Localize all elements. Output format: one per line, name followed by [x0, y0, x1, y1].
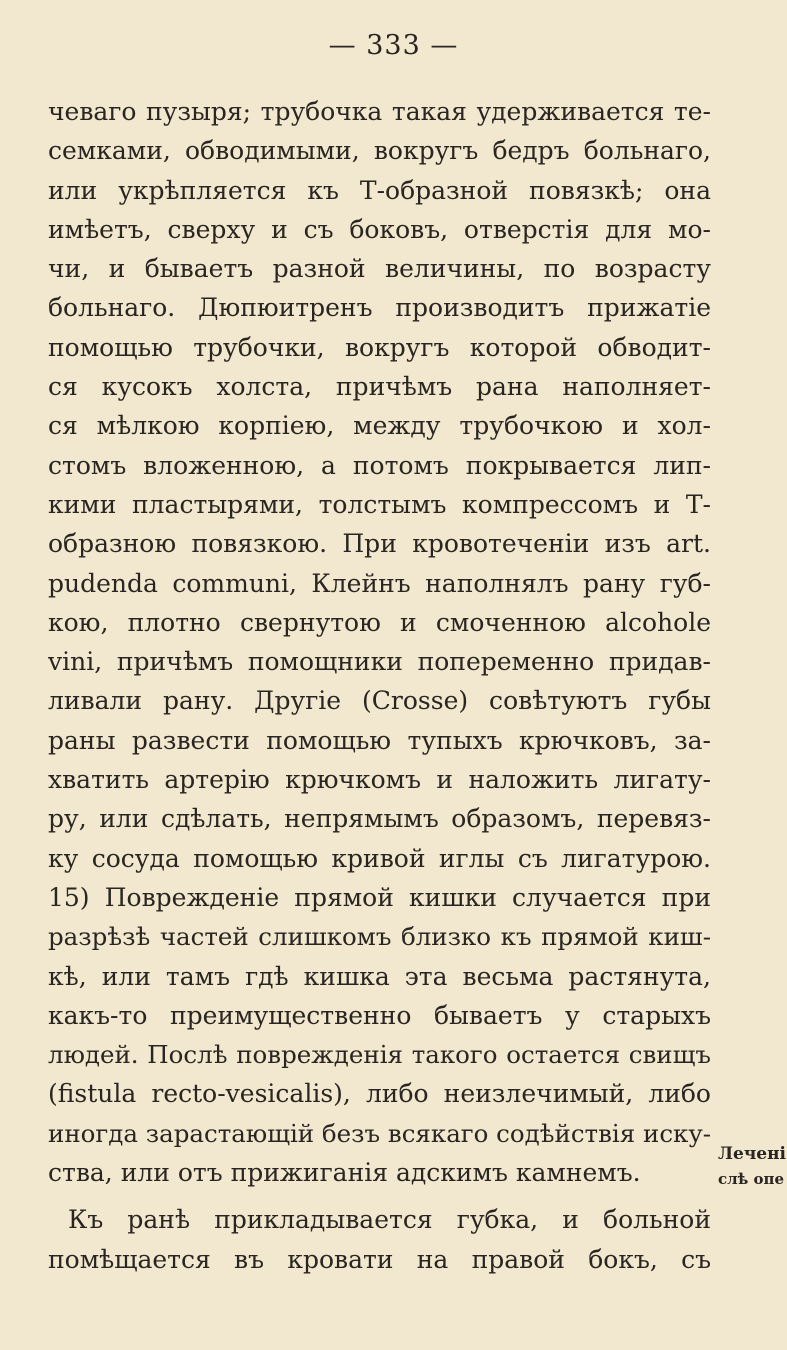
text-line: Къ ранѣ прикладывается губка, и больной	[68, 1205, 711, 1235]
text-line: 15) Поврежденіе прямой кишки случается при	[48, 882, 711, 912]
text-line: разрѣзѣ частей слишкомъ близко къ прямой киш-	[48, 922, 711, 952]
text-line: какъ-то преимущественно бываетъ у старыхъ	[48, 1000, 711, 1030]
text-line: кими пластырями, толстымъ компрессомъ и Т-	[48, 489, 711, 519]
text-line: имѣетъ, сверху и съ боковъ, отверстія для мо-	[48, 214, 711, 244]
text-line: чеваго пузыря; трубочка такая удерживается те-	[48, 97, 711, 126]
text-line: раны развести помощью тупыхъ крючковъ, за-	[48, 725, 711, 755]
paragraph-gap	[48, 1192, 711, 1200]
text-line: vini, причѣмъ помощники попеременно придав-	[48, 647, 711, 677]
text-line: ся кусокъ холста, причѣмъ рана наполняет-	[48, 372, 711, 402]
text-line: ся мѣлкою корпіею, между трубочкою и хол-	[48, 411, 711, 441]
text-line: ливали рану. Другіе (Crosse) совѣтуютъ губы	[48, 686, 711, 716]
text-line: помѣщается въ кровати на правой бокъ, съ	[48, 1244, 711, 1274]
text-line: стомъ вложенною, а потомъ покрывается лип-	[48, 450, 711, 480]
text-line: или укрѣпляется къ Т-образной повязкѣ; она	[48, 175, 711, 205]
text-line: кѣ, или тамъ гдѣ кишка эта весьма растянута,	[48, 961, 711, 991]
text-line: (fistula recto-vesicalis), либо неизлечимый, либо	[48, 1079, 711, 1109]
text-line: образною повязкою. При кровотеченіи изъ art.	[48, 529, 711, 559]
text-line: семками, обводимыми, вокругъ бедръ больнаго,	[48, 136, 711, 166]
text-line: pudenda communi, Клейнъ наполнялъ рану губ-	[48, 568, 711, 598]
text-line: иногда зарастающій безъ всякаго содѣйствія иску-	[48, 1118, 711, 1148]
text-line: больнаго. Дюпюитренъ производитъ прижатіе	[48, 293, 711, 323]
body-text	[48, 92, 711, 1279]
text-line: людей. Послѣ поврежденія такого остается свищъ	[48, 1040, 711, 1070]
margin-note-line: слѣ опе	[718, 1170, 785, 1188]
margin-note-line: Лечені	[718, 1144, 787, 1164]
text-line: ру, или сдѣлать, непрямымъ образомъ, перевяз-	[48, 804, 711, 834]
text-line: чи, и бываетъ разной величины, по возрасту	[48, 254, 711, 284]
text-line: ку сосуда помощью кривой иглы съ лигатурою.	[48, 843, 711, 873]
text-line: помощью трубочки, вокругъ которой обводит-	[48, 332, 711, 362]
text-line: кою, плотно свернутою и смоченною alcohole	[48, 607, 711, 637]
page-number: — 333 —	[328, 30, 459, 61]
text-line: ства, или отъ прижиганія адскимъ камнемъ.	[48, 1158, 641, 1188]
text-line: хватить артерію крючкомъ и наложить лигату-	[48, 765, 711, 795]
